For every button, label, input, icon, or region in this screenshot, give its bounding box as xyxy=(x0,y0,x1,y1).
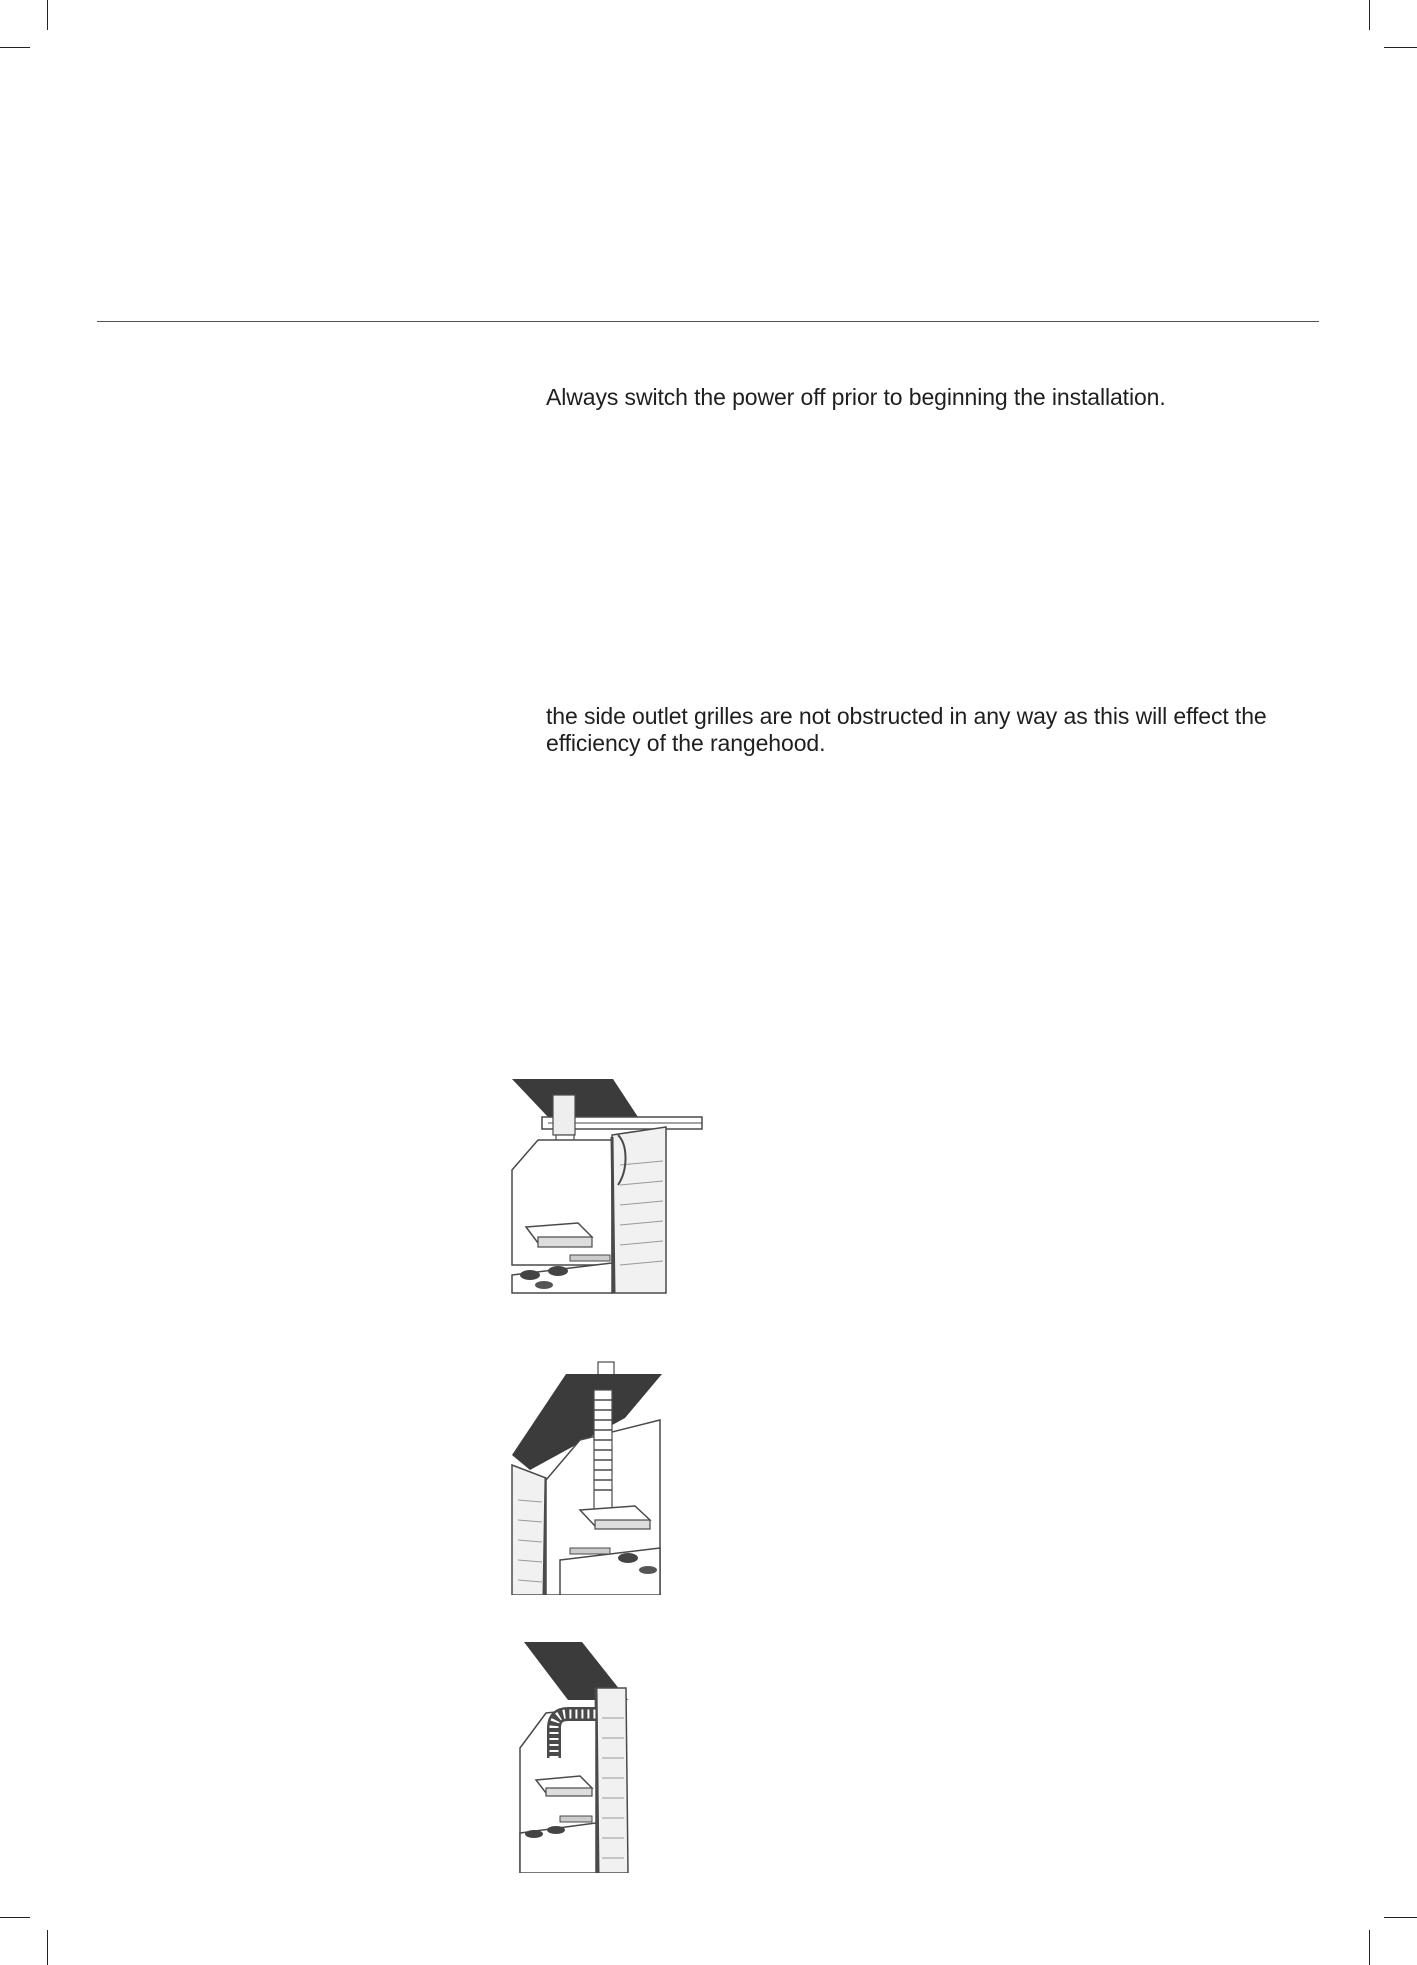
section-divider xyxy=(97,321,1319,322)
crop-mark-top-left-horizontal xyxy=(0,47,30,48)
crop-mark-top-right-vertical xyxy=(1369,0,1370,30)
crop-mark-bottom-right-vertical xyxy=(1369,1930,1370,1965)
power-off-note: Always switch the power off prior to beginning the installation. xyxy=(546,384,1166,410)
outlet-grilles-note: the side outlet grilles are not obstructed in any way as this will effect the efficiency of the rangehood. xyxy=(546,703,1267,756)
crop-mark-top-right-horizontal xyxy=(1384,47,1417,48)
crop-mark-top-left-vertical xyxy=(47,0,48,30)
crop-mark-bottom-right-horizontal xyxy=(1384,1917,1417,1918)
crop-mark-bottom-left-vertical xyxy=(47,1930,48,1965)
ducting-through-side-wall-illustration xyxy=(516,1638,631,1873)
ducting-through-roof-illustration xyxy=(510,1360,670,1595)
crop-mark-bottom-left-horizontal xyxy=(0,1917,30,1918)
ducting-through-wall-illustration xyxy=(508,1075,708,1300)
